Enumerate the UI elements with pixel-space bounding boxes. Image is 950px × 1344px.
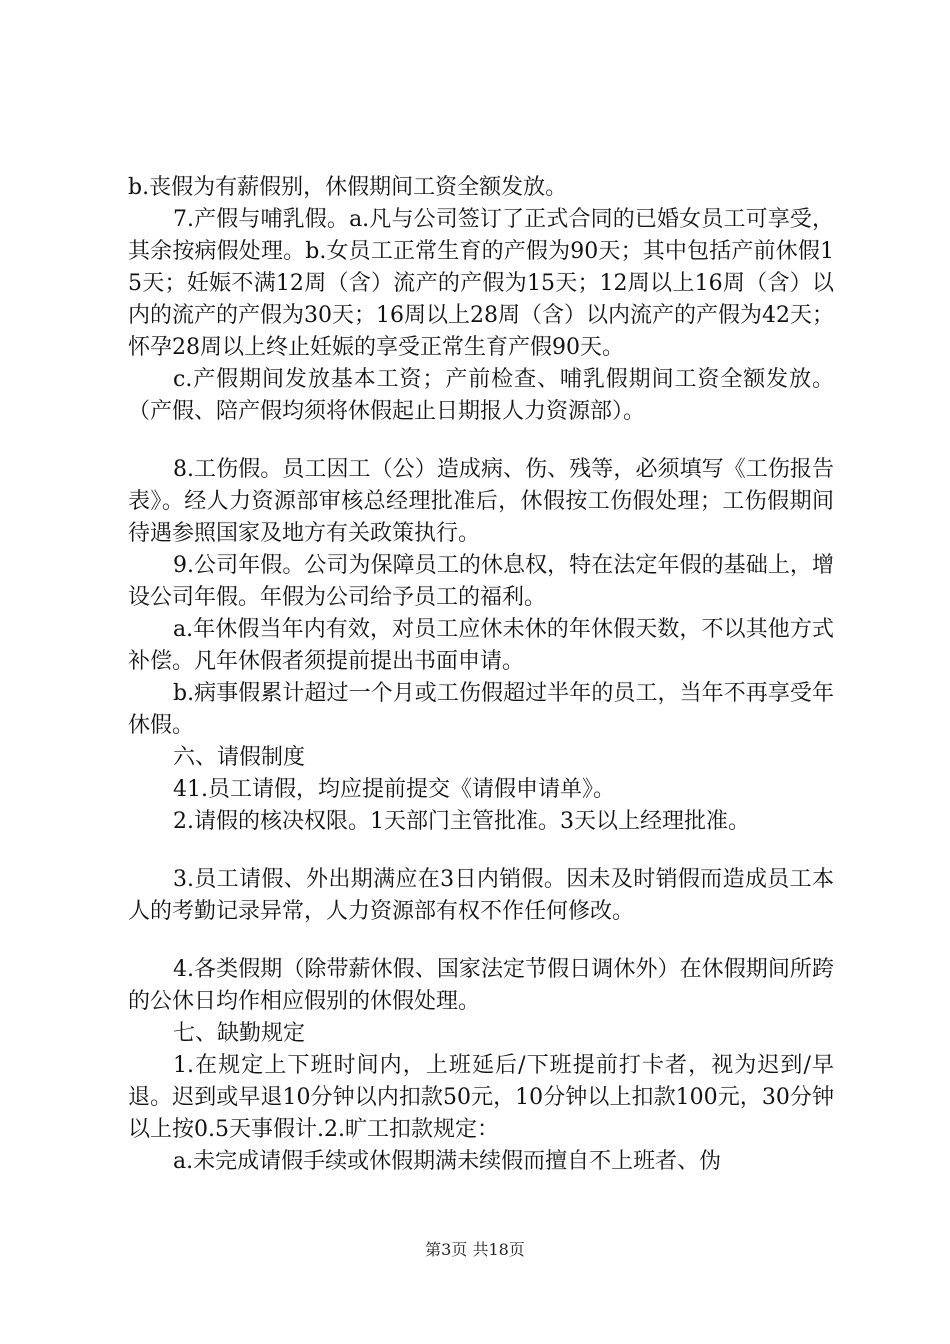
paragraph-annual-leave-b: b.病事假累计超过一个月或工伤假超过半年的员工，当年不再享受年休假。 xyxy=(128,681,834,738)
paragraph-public-holidays: 4.各类假期（除带薪休假、国家法定节假日调休外）在休假期间所跨的公休日均作相应假别的休假处理。 xyxy=(128,957,834,1014)
paragraph-maternity-pay: c.产假期间发放基本工资；产前检查、哺乳假期间工资全额发放。（产假、陪产假均须将休假起止日期报人力资源部）。 xyxy=(128,367,834,424)
paragraph-maternity-leave: 7.产假与哺乳假。a.凡与公司签订了正式合同的已婚女员工可享受，其余按病假处理。b.女员工正常生育的产假为90天；其中包括产前休假15天；妊娠不满12周（含）流产的产假为15天；12周以上16周（含）以内的流产的产假为30天；16周以上28周（含）以内流产的产假为42天；怀孕28周以上终止妊娠的享受正常生育产假90天。 xyxy=(128,207,834,360)
page-number-footer: 第3页 共18页 xyxy=(425,1240,525,1259)
paragraph-annual-leave: 9.公司年假。公司为保障员工的休息权，特在法定年假的基础上，增设公司年假。年假为公司给予员工的福利。 xyxy=(128,553,834,610)
paragraph-leave-approval: 2.请假的核决权限。1天部门主管批准。3天以上经理批准。 xyxy=(173,809,750,834)
paragraph-absenteeism-a: a.未完成请假手续或休假期满未续假而擅自不上班者、伪 xyxy=(173,1149,722,1174)
section-heading-absence-rules: 七、缺勤规定 xyxy=(173,1021,306,1046)
paragraph-gap xyxy=(128,428,834,454)
paragraph-leave-cancellation: 3.员工请假、外出期满应在3日内销假。因未及时销假而造成员工本人的考勤记录异常，人力资源部有权不作任何修改。 xyxy=(128,867,834,924)
paragraph-work-injury-leave: 8.工伤假。员工因工（公）造成病、伤、残等，必须填写《工伤报告表》。经人力资源部审核总经理批准后，休假按工伤假处理；工伤假期间待遇参照国家及地方有关政策执行。 xyxy=(128,457,834,546)
paragraph-gap xyxy=(128,838,834,864)
paragraph-lateness-rules: 1.在规定上下班时间内，上班延后/下班提前打卡者，视为迟到/早退。迟到或早退10分钟以内扣款50元，10分钟以上扣款100元，30分钟以上按0.5天事假计.2.旷工扣款规定： xyxy=(128,1053,834,1142)
paragraph-leave-request: 41.员工请假，均应提前提交《请假申请单》。 xyxy=(173,777,615,802)
paragraph-bereavement-pay: b.丧假为有薪假别，休假期间工资全额发放。 xyxy=(128,175,568,200)
section-heading-leave-policy: 六、请假制度 xyxy=(173,745,306,770)
paragraph-gap xyxy=(128,928,834,954)
document-body xyxy=(128,172,834,1178)
paragraph-annual-leave-a: a.年休假当年内有效，对员工应休未休的年休假天数，不以其他方式补偿。凡年休假者须提前提出书面申请。 xyxy=(128,617,834,674)
